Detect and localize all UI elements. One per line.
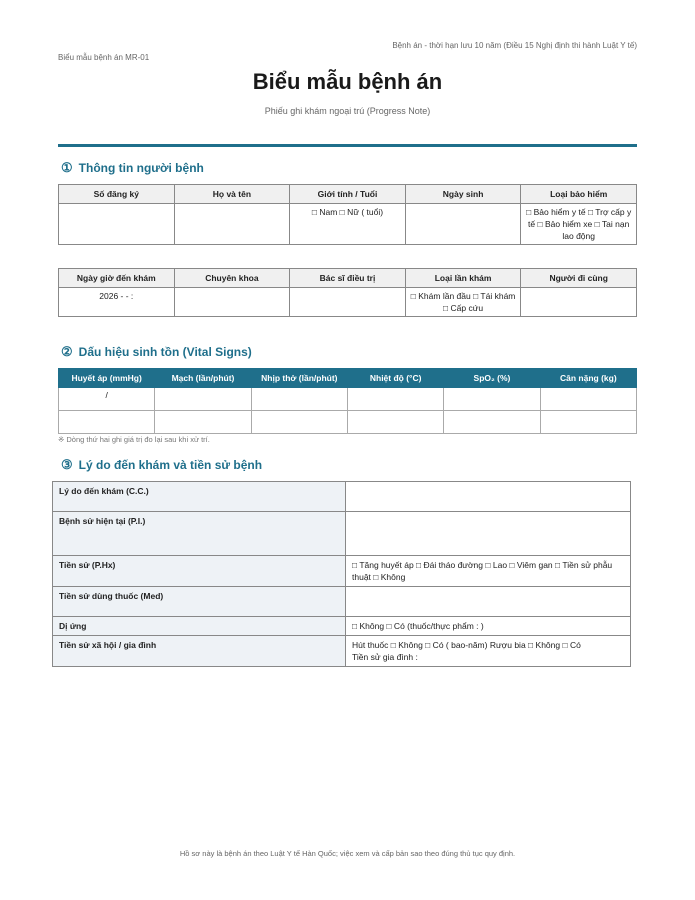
form-code: Biểu mẫu bệnh án MR-01 (58, 53, 150, 62)
weight-field[interactable] (540, 388, 636, 411)
column-header: Nhiệt độ (°C) (347, 369, 443, 388)
birth-date-field[interactable] (405, 204, 521, 245)
vital-signs-note: ※ Dòng thứ hai ghi giá trị đo lại sau khi xử trí. (58, 435, 210, 444)
column-header: Bác sĩ điều trị (290, 269, 406, 288)
physician-field[interactable] (290, 288, 406, 317)
section-title: Dấu hiệu sinh tồn (Vital Signs) (78, 345, 252, 359)
medication-label: Tiền sử dùng thuốc (Med) (53, 587, 346, 617)
table-row (59, 411, 637, 434)
allergy-field[interactable]: □ Không □ Có (thuốc/thực phẩm : ) (346, 617, 631, 636)
section-vital-signs-heading (61, 344, 252, 360)
medication-field[interactable] (346, 587, 631, 617)
column-header: Nhịp thở (lần/phút) (251, 369, 347, 388)
temperature-field[interactable] (347, 388, 443, 411)
pulse-field[interactable] (155, 411, 251, 434)
weight-field[interactable] (540, 411, 636, 434)
table-row (53, 636, 631, 667)
spo2-field[interactable] (444, 388, 540, 411)
column-header: Ngày giờ đến khám (59, 269, 175, 288)
column-header: Huyết áp (mmHg) (59, 369, 155, 388)
column-header: Giới tính / Tuổi (290, 185, 406, 204)
visit-type-field[interactable]: □ Khám lần đầu □ Tái khám □ Cấp cứu (405, 288, 521, 317)
blood-pressure-field[interactable] (59, 411, 155, 434)
visit-datetime-field[interactable]: 2026 - - : (59, 288, 175, 317)
chief-complaint-label: Lý do đến khám (C.C.) (53, 482, 346, 512)
column-header: Họ và tên (174, 185, 290, 204)
past-history-label: Tiền sử (P.Hx) (53, 556, 346, 587)
pulse-field[interactable] (155, 388, 251, 411)
column-header: Cân nặng (kg) (540, 369, 636, 388)
patient-info-table (58, 184, 637, 245)
social-family-field[interactable] (346, 636, 631, 667)
department-field[interactable] (174, 288, 290, 317)
respiration-field[interactable] (251, 388, 347, 411)
column-header: Loại bảo hiểm (521, 185, 637, 204)
table-row (53, 587, 631, 617)
column-header: Mạch (lần/phút) (155, 369, 251, 388)
section-title: Thông tin người bệnh (78, 161, 204, 175)
social-family-label: Tiền sử xã hội / gia đình (53, 636, 346, 667)
column-header: Loại lần khám (405, 269, 521, 288)
page-title: Biểu mẫu bệnh án (252, 69, 443, 94)
sex-age-field[interactable]: □ Nam □ Nữ ( tuổi) (290, 204, 406, 245)
table-row (53, 512, 631, 556)
column-header: Người đi cùng (521, 269, 637, 288)
full-name-field[interactable] (174, 204, 290, 245)
present-illness-label: Bệnh sử hiện tại (P.I.) (53, 512, 346, 556)
retention-note: Bệnh án - thời hạn lưu 10 năm (Điều 15 Nghị định thi hành Luật Y tế) (392, 41, 637, 50)
table-row (59, 388, 637, 411)
table-row (53, 482, 631, 512)
section-history-heading (61, 457, 262, 473)
section-number-3: ③ (61, 457, 73, 472)
registration-number-field[interactable] (59, 204, 175, 245)
insurance-type-field[interactable]: □ Bảo hiểm y tế □ Trợ cấp y tế □ Bảo hiểm xe □ Tai nạn lao động (521, 204, 637, 245)
companion-field[interactable] (521, 288, 637, 317)
column-header: Chuyên khoa (174, 269, 290, 288)
footer-note: Hồ sơ này là bệnh án theo Luật Y tế Hàn Quốc; việc xem và cấp bản sao theo đúng thủ tục quy định. (179, 849, 516, 858)
column-header: Số đăng ký (59, 185, 175, 204)
header-divider (58, 144, 637, 147)
spo2-field[interactable] (444, 411, 540, 434)
family-history-line: Tiền sử gia đình : (352, 652, 418, 662)
section-patient-info-heading (61, 160, 204, 176)
allergy-label: Dị ứng (53, 617, 346, 636)
table-row (53, 556, 631, 587)
section-title: Lý do đến khám và tiền sử bệnh (78, 458, 263, 472)
column-header: Ngày sinh (405, 185, 521, 204)
section-number-2: ② (61, 344, 73, 359)
temperature-field[interactable] (347, 411, 443, 434)
respiration-field[interactable] (251, 411, 347, 434)
present-illness-field[interactable] (346, 512, 631, 556)
section-number-1: ① (61, 160, 73, 175)
past-history-field[interactable]: □ Tăng huyết áp □ Đái tháo đường □ Lao □ Viêm gan □ Tiền sử phẫu thuật □ Không (346, 556, 631, 587)
page-subtitle: Phiếu ghi khám ngoại trú (Progress Note) (264, 106, 431, 116)
history-table (52, 481, 631, 667)
blood-pressure-field[interactable]: / (59, 388, 155, 411)
vital-signs-table (58, 368, 637, 434)
social-history-line: Hút thuốc □ Không □ Có ( bao-năm) Rượu bia □ Không □ Có (352, 640, 581, 650)
visit-info-table (58, 268, 637, 317)
chief-complaint-field[interactable] (346, 482, 631, 512)
table-row (53, 617, 631, 636)
column-header: SpO₂ (%) (444, 369, 540, 388)
